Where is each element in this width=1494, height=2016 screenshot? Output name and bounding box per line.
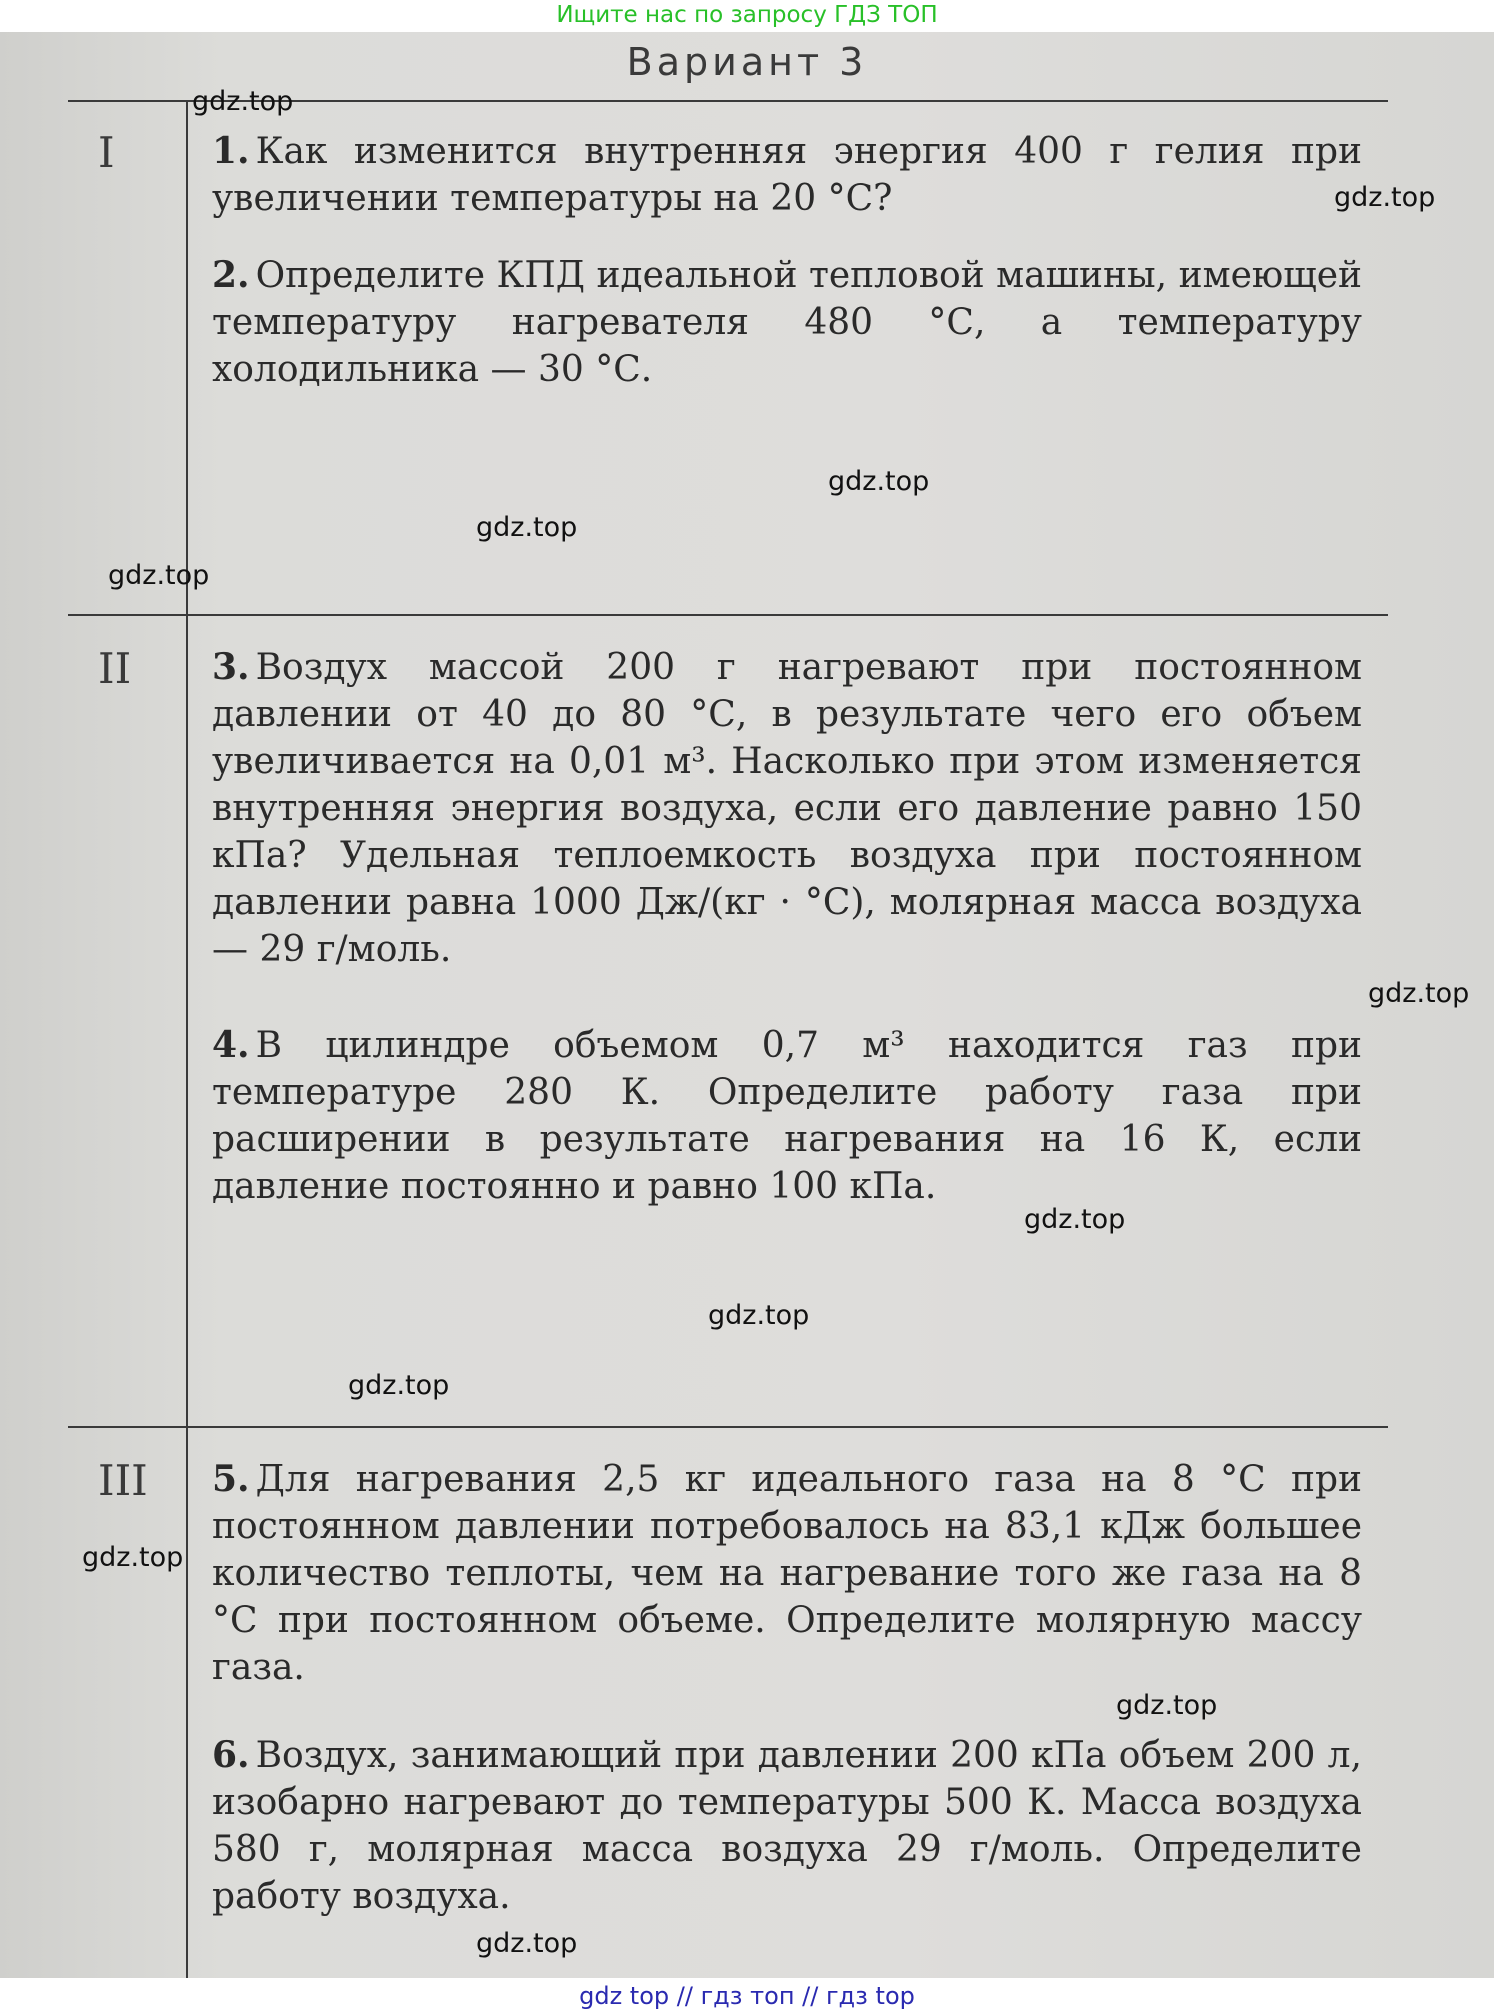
watermark: gdz.top: [1334, 182, 1436, 213]
problem-text: Как изменится внутренняя энергия 400 г гелия при увеличении температуры на 20 °С?: [212, 131, 1362, 219]
problem-number: 4.: [212, 1024, 250, 1066]
problem-5: [212, 1456, 1362, 1691]
top-banner[interactable]: Ищите нас по запросу ГДЗ ТОП: [0, 0, 1494, 32]
problem-text: Определите КПД идеальной тепловой машины, имеющей температуру нагревателя 480 °С, а температуру холодильника — 30 °С.: [212, 255, 1362, 390]
problem-3: [212, 644, 1362, 973]
problem-text: В цилиндре объемом 0,7 м³ находится газ при температуре 280 К. Определите работу газа при расширении в результате нагревания на 16 К, если давление постоянно и равно 100 кПа.: [212, 1025, 1362, 1207]
problem-text: Воздух, занимающий при давлении 200 кПа объем 200 л, изобарно нагревают до температуры 500 К. Масса воздуха 580 г, молярная масса воздуха 29 г/моль. Определите работу воздуха.: [212, 1735, 1362, 1917]
problem-text: Для нагревания 2,5 кг идеального газа на 8 °С при постоянном давлении потребовалось на 83,1 кДж большее количество теплоты, чем на нагревание того же газа на 8 °С при постоянном объеме. Определите молярную массу газа.: [212, 1459, 1362, 1688]
problem-1: [212, 128, 1362, 222]
problem-number: 1.: [212, 130, 250, 172]
watermark: gdz.top: [476, 1928, 578, 1959]
table-rule-section-3: [68, 1426, 1388, 1428]
watermark: gdz.top: [708, 1300, 810, 1331]
watermark: gdz.top: [108, 560, 210, 591]
page-title: Вариант 3: [626, 40, 868, 84]
section-numeral-3: III: [98, 1456, 148, 1505]
problem-number: 6.: [212, 1734, 250, 1776]
watermark: gdz.top: [348, 1370, 450, 1401]
problem-number: 2.: [212, 254, 250, 296]
watermark: gdz.top: [192, 86, 294, 117]
problem-number: 5.: [212, 1458, 250, 1500]
watermark: gdz.top: [82, 1542, 184, 1573]
table-rule-section-2: [68, 614, 1388, 616]
section-numeral-1: I: [98, 128, 115, 177]
table-column-rule: [186, 100, 188, 1980]
watermark: gdz.top: [828, 466, 930, 497]
problem-2: [212, 252, 1362, 393]
watermark: gdz.top: [476, 512, 578, 543]
watermark: gdz.top: [1116, 1690, 1218, 1721]
problem-4: [212, 1022, 1362, 1210]
watermark: gdz.top: [1024, 1204, 1126, 1235]
problem-number: 3.: [212, 646, 250, 688]
problem-text: Воздух массой 200 г нагревают при постоянном давлении от 40 до 80 °С, в результате чего его объем увеличивается на 0,01 м³. Насколько при этом изменяется внутренняя энергия воздуха, если его давление равно 150 кПа? Удельная теплоемкость воздуха при постоянном давлении равна 1000 Дж/(кг · °С), молярная масса воздуха — 29 г/моль.: [212, 647, 1362, 970]
watermark: gdz.top: [1368, 978, 1470, 1009]
section-numeral-2: II: [98, 644, 132, 693]
bottom-banner[interactable]: gdz top // гдз топ // гдз top: [0, 1978, 1494, 2016]
problem-6: [212, 1732, 1362, 1920]
